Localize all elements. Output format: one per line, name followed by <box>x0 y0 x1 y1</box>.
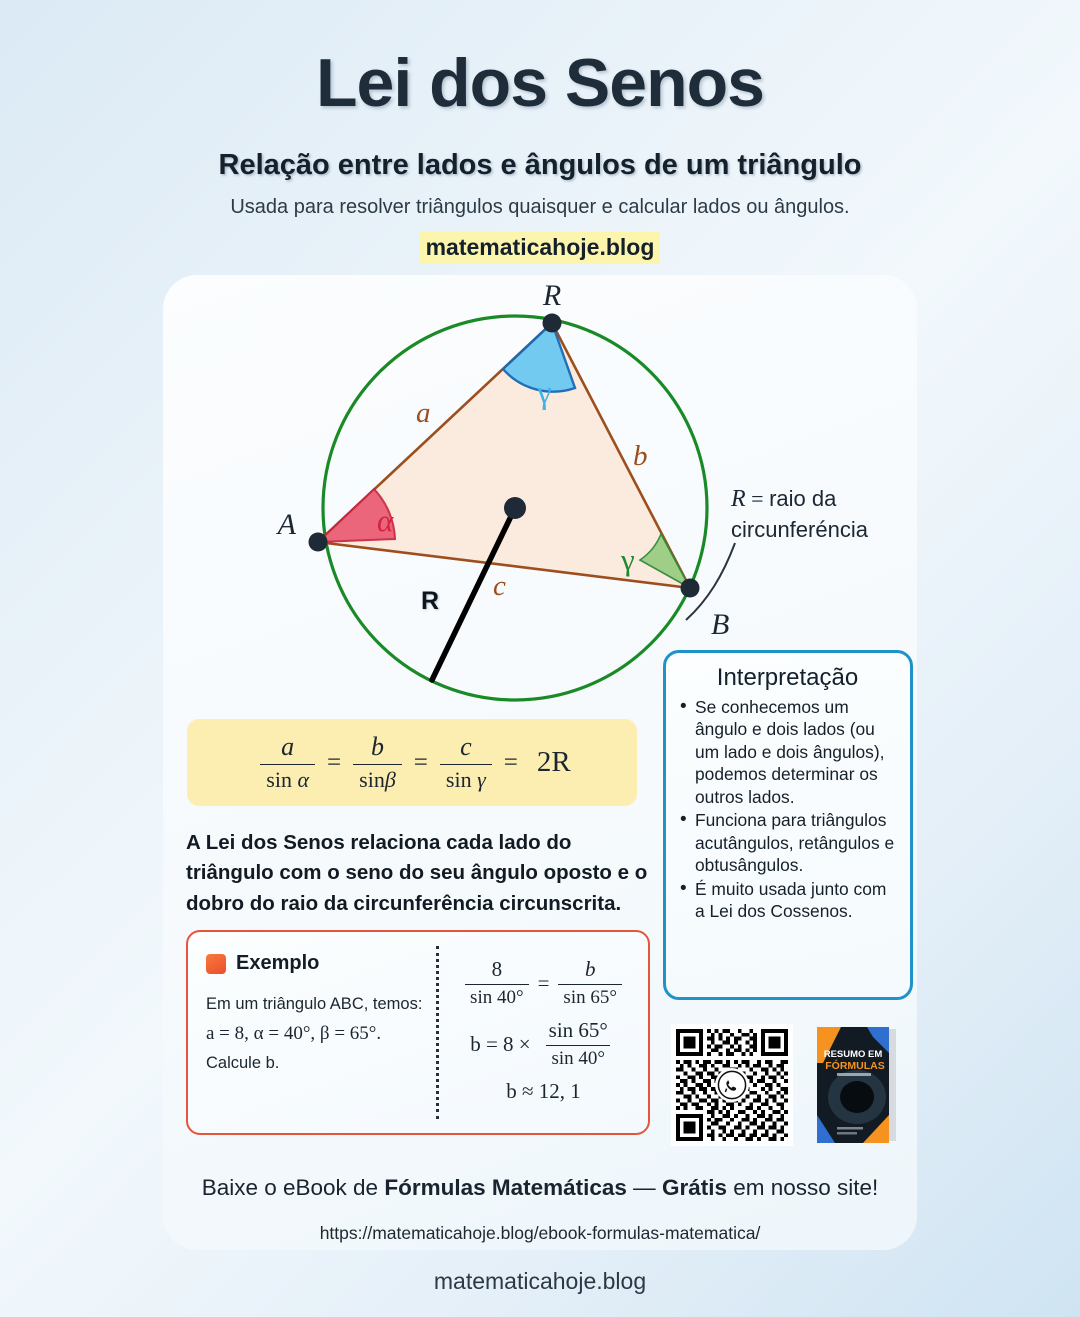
solution-fraction-right <box>558 957 622 1009</box>
example-title: Exemplo <box>236 952 320 974</box>
ebook-cover[interactable] <box>811 1023 903 1147</box>
solution-fraction-ratio <box>540 1018 617 1070</box>
solution-step-2 <box>470 1018 617 1070</box>
interpretation-heading: Interpretação <box>716 664 859 691</box>
fraction-denominator <box>353 764 402 793</box>
fraction-denominator: sin 40° <box>465 984 529 1009</box>
sin-label: sin <box>359 767 385 792</box>
main-formula-box <box>187 719 637 806</box>
fraction-c-sin-gamma <box>440 732 492 793</box>
cta-part-3: — <box>626 1175 662 1200</box>
fraction-numerator: b <box>584 957 596 981</box>
solution-step-3: b ≈ 12, 1 <box>506 1079 581 1103</box>
ebook-title-line2: FÓRMULAS <box>825 1060 885 1072</box>
page-subtitle: Relação entre lados e ângulos de um triângulo <box>218 149 862 182</box>
ebook-title-line1: RESUMO EM <box>823 1049 883 1060</box>
fraction-denominator <box>440 764 492 793</box>
description-text: A Lei dos Senos relaciona cada lado do triângulo com o seno do seu ângulo oposto e o dobro do raio da circunferência circunscrita. <box>186 831 648 915</box>
example-givens: a = 8, α = 40°, β = 65°. <box>206 1022 382 1044</box>
example-box <box>186 930 650 1135</box>
header <box>0 0 1080 264</box>
qr-code[interactable] <box>671 1024 793 1146</box>
list-item: • É muito usada junto com a Lei dos Cossenos. <box>678 878 897 923</box>
radius-annotation-symbol: R <box>731 486 746 512</box>
angle-var: α <box>297 767 310 792</box>
center-dot <box>504 497 526 519</box>
promo-area <box>671 1015 916 1155</box>
equals-3: = <box>503 748 518 776</box>
radius-annotation: R = raio da circunferéncia <box>731 483 868 545</box>
angle-var: β <box>384 767 396 792</box>
example-header <box>206 952 426 975</box>
fraction-numerator: b <box>370 732 384 761</box>
solution-step-1 <box>465 957 622 1009</box>
cta-part-2: Fórmulas Matemáticas <box>384 1175 627 1200</box>
solution-fraction-left <box>465 957 529 1009</box>
equals-1: = <box>327 748 342 776</box>
cta-part-5: em nosso site! <box>726 1175 879 1200</box>
cta-part-1: Baixe o eBook de <box>201 1175 385 1200</box>
side-label-c: c <box>493 570 506 602</box>
angle-label-alpha: α <box>377 503 394 538</box>
angle-label-gamma-right: γ <box>621 542 635 577</box>
list-item: • Se conhecemos um ângulo e dois lados (ou um lado e dois ângulos), podemos determinar os outros lados. <box>678 696 897 808</box>
fraction-numerator: 8 <box>491 957 503 981</box>
radius-label: R <box>421 587 440 615</box>
side-label-b: b <box>633 440 648 472</box>
cta-url[interactable]: https://matematicahoje.blog/ebook-formulas-matematica/ <box>319 1223 761 1243</box>
solution-lead: b = 8 × <box>470 1031 531 1056</box>
fraction-numerator: sin 65° <box>548 1018 608 1042</box>
triangle-diagram <box>163 275 917 715</box>
solution-equals: = <box>537 970 550 995</box>
cta-text <box>163 1175 917 1201</box>
fraction-denominator: sin 65° <box>558 984 622 1009</box>
example-solution <box>439 932 648 1133</box>
vertex-dot-b <box>681 579 700 598</box>
page-tagline: Usada para resolver triângulos quaisquer e calcular lados ou ângulos. <box>230 196 850 219</box>
vertex-label-r: R <box>542 279 562 312</box>
qr-pattern <box>676 1029 788 1141</box>
whatsapp-icon <box>715 1068 749 1102</box>
vertex-label-a: A <box>277 508 296 541</box>
page-title: Lei dos Senos <box>316 45 764 121</box>
fraction-denominator <box>260 764 315 793</box>
sin-label: sin <box>266 767 292 792</box>
fraction-b-sin-beta <box>353 732 402 793</box>
cta-block <box>163 1175 917 1244</box>
vertex-label-b: B <box>711 608 730 641</box>
brand-highlight: matematicahoje.blog <box>420 232 661 264</box>
fraction-numerator: a <box>281 732 295 761</box>
angle-label-gamma-top: γ <box>537 375 552 411</box>
vertex-dot-a <box>309 533 328 552</box>
footer-brand: matematicahoje.blog <box>433 1268 647 1294</box>
example-statement <box>188 932 436 1133</box>
cta-part-4: Grátis <box>661 1175 727 1200</box>
interpretation-box <box>663 650 913 1000</box>
fraction-denominator: sin 40° <box>546 1045 610 1070</box>
equals-2: = <box>413 748 428 776</box>
vertex-dot-r <box>543 314 562 333</box>
formula-result: 2R <box>536 746 571 778</box>
fraction-a-sin-alpha <box>260 732 315 793</box>
fraction-numerator: c <box>460 732 472 761</box>
example-question: Calcule b. <box>206 1054 280 1073</box>
brand-wrapper <box>0 232 1080 264</box>
angle-var: γ <box>477 767 486 792</box>
interpretation-list <box>678 696 897 923</box>
list-item: • Funciona para triângulos acutângulos, retângulos e obtusângulos. <box>678 809 897 876</box>
example-swatch-icon <box>206 954 226 974</box>
formula-row <box>253 732 570 793</box>
example-intro: Em um triângulo ABC, temos: <box>206 995 423 1013</box>
radius-annotation-line2: circunferéncia <box>731 517 868 543</box>
content-card <box>163 275 917 1250</box>
side-label-a: a <box>416 397 431 429</box>
sin-label: sin <box>445 767 472 792</box>
